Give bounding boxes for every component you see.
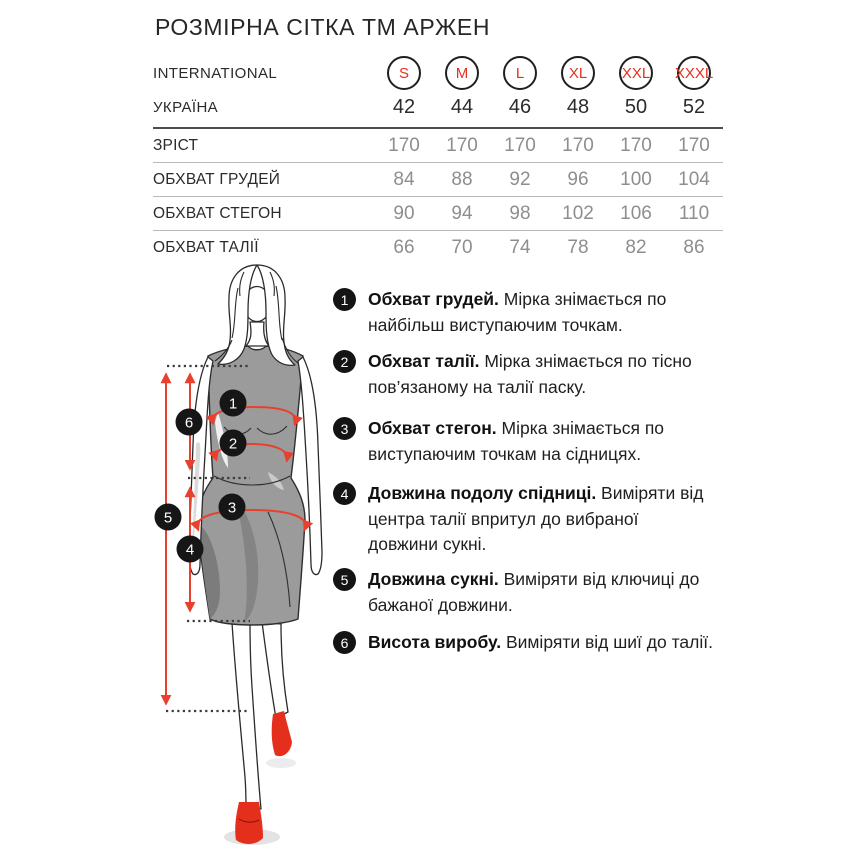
ua-size: 46 [508,95,532,118]
measurements-table [153,127,723,264]
legend-term: Обхват талії. [368,351,480,371]
size-badge-m: M [445,56,479,90]
cell: 92 [509,168,531,190]
legend-item-hips [333,416,735,467]
cell: 66 [393,236,415,258]
cell: 170 [446,134,478,156]
legend-desc: Мірка знімається по тісно пов’язаному на талії паску. [368,351,692,397]
cell: 104 [678,168,710,190]
figure-marker-2 [220,430,247,457]
legend-term: Довжина сукні. [368,569,499,589]
ua-size: 48 [566,95,590,118]
legend-desc: Виміряти від ключиці до бажаної довжини. [368,569,700,615]
size-badge-l: L [503,56,537,90]
legend-term: Обхват стегон. [368,418,497,438]
figure-marker-6 [176,409,203,436]
cell: 84 [393,168,415,190]
cell: 96 [567,168,589,190]
cell: 74 [509,236,531,258]
legend-number: 2 [333,350,356,373]
front-shoe [235,802,263,844]
back-shoe [272,711,292,756]
legend-desc: Виміряти від шиї до талії. [501,632,713,652]
row-label-ukraine: УКРАЇНА [153,98,219,116]
cell: 170 [504,134,536,156]
legend-term: Висота виробу. [368,632,502,652]
measurement-figure-illustration [140,262,360,850]
svg-text:1: 1 [228,395,238,413]
cell: 94 [451,202,473,224]
ua-size: 42 [392,95,416,118]
size-badge-xxxl: XXXL [677,56,711,90]
legend-desc: Мірка знімається по найбільш виступаючим точкам. [368,289,667,335]
legend-number: 1 [333,288,356,311]
legend-number: 6 [333,631,356,654]
size-badge-xl: XL [561,56,595,90]
table-row-bust: ОБХВАТ ГРУДЕЙ 84 88 92 96 100 104 [153,163,723,197]
cell: 98 [509,202,531,224]
legend-term: Обхват грудей. [368,289,499,309]
cell: 102 [562,202,594,224]
page-title: РОЗМІРНА СІТКА ТМ АРЖЕН [155,14,491,40]
cell: 170 [388,134,420,156]
legend-term: Довжина подолу спідниці. [368,483,597,503]
legend-item-dress-length [333,567,735,618]
svg-text:6: 6 [184,414,194,432]
cell: 86 [683,236,705,258]
table-row-height: ЗРІСТ 170 170 170 170 170 170 [153,129,723,163]
table-row-hips: ОБХВАТ СТЕГОН 90 94 98 102 106 110 [153,197,723,231]
cell: 78 [567,236,589,258]
back-leg [262,622,288,718]
legend-item-product-height [333,630,735,656]
legend-number: 4 [333,482,356,505]
legend-item-skirt-length [333,481,735,558]
cell: 88 [451,168,473,190]
size-badge-s: S [387,56,421,90]
ua-size: 52 [682,95,706,118]
size-badge-xxl: XXL [619,56,653,90]
figure-marker-1 [220,390,247,417]
svg-text:2: 2 [228,435,238,453]
svg-text:4: 4 [185,541,195,559]
cell: 82 [625,236,647,258]
svg-text:5: 5 [163,509,173,527]
front-leg [232,623,261,809]
figure-marker-3 [219,494,246,521]
legend-item-bust [333,287,735,338]
table-row-international [153,56,723,90]
ua-size: 44 [450,95,474,118]
cell: 100 [620,168,652,190]
cell: 90 [393,202,415,224]
table-row-ukraine [153,90,723,124]
ua-size: 50 [624,95,648,118]
cell: 106 [620,202,652,224]
svg-text:3: 3 [227,499,237,517]
legend-item-waist [333,349,735,400]
legend-number: 3 [333,417,356,440]
cell: 170 [620,134,652,156]
cell: 170 [678,134,710,156]
cell: 70 [451,236,473,258]
cell: 110 [678,202,710,224]
figure-marker-5 [155,504,182,531]
neck [246,322,269,346]
figure-marker-4 [177,536,204,563]
legend-number: 5 [333,568,356,591]
row-label-international: INTERNATIONAL [153,64,278,82]
table-row-waist: ОБХВАТ ТАЛІЇ 66 70 74 78 82 86 [153,231,723,264]
legend-desc: Виміряти від центра талії впритул до вибраної довжини сукні. [368,483,704,554]
cell: 170 [562,134,594,156]
legend-desc: Мірка знімається по виступаючим точкам на сідницях. [368,418,665,464]
